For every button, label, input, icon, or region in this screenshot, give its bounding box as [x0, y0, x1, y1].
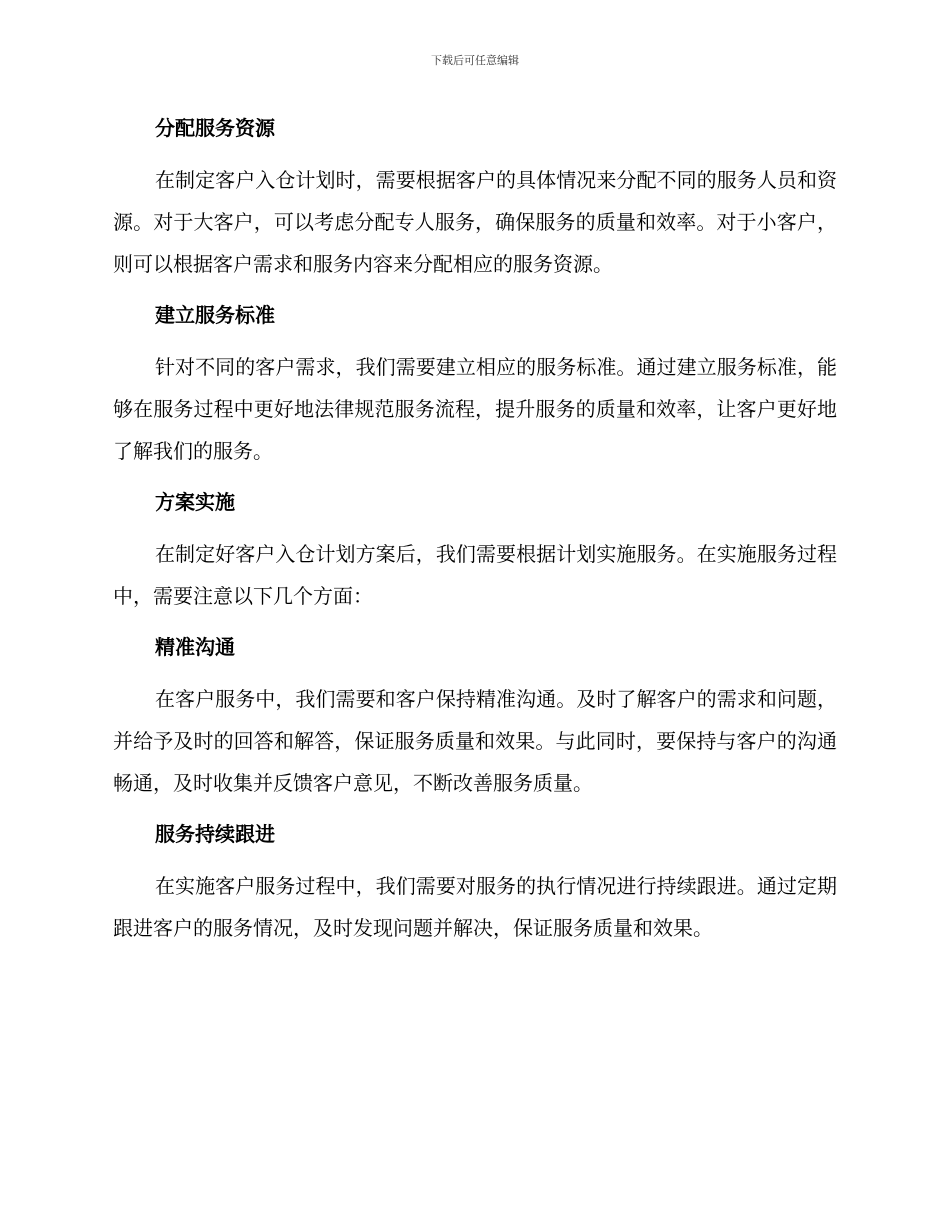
section-heading-allocate-resources: 分配服务资源 — [155, 116, 275, 140]
section-body-precise-communication: 在客户服务中，我们需要和客户保持精准沟通。及时了解客户的需求和问题，并给予及时的回答和解答，保证服务质量和效果。与此同时，要保持与客户的沟通畅通，及时收集并反馈客户意见，不断改善服务质量。 — [113, 687, 837, 795]
section-body-continuous-follow-up: 在实施客户服务过程中，我们需要对服务的执行情况进行持续跟进。通过定期跟进客户的服务情况，及时发现问题并解决，保证服务质量和效果。 — [113, 874, 837, 940]
page-header: 下载后可任意编辑 — [431, 54, 519, 67]
section-body-allocate-resources: 在制定客户入仓计划时，需要根据客户的具体情况来分配不同的服务人员和资源。对于大客户，可以考虑分配专人服务，确保服务的质量和效率。对于小客户，则可以根据客户需求和服务内容来分配相应的服务资源。 — [113, 168, 837, 276]
section-heading-continuous-follow-up: 服务持续跟进 — [155, 822, 275, 846]
document-body — [113, 108, 837, 959]
section-body-service-standards: 针对不同的客户需求，我们需要建立相应的服务标准。通过建立服务标准，能够在服务过程中更好地法律规范服务流程，提升服务的质量和效率，让客户更好地了解我们的服务。 — [113, 355, 837, 463]
section-heading-implementation: 方案实施 — [155, 490, 235, 514]
section-body-implementation: 在制定好客户入仓计划方案后，我们需要根据计划实施服务。在实施服务过程中，需要注意以下几个方面： — [113, 542, 837, 608]
section-heading-precise-communication: 精准沟通 — [155, 635, 235, 659]
section-heading-service-standards: 建立服务标准 — [155, 303, 275, 327]
